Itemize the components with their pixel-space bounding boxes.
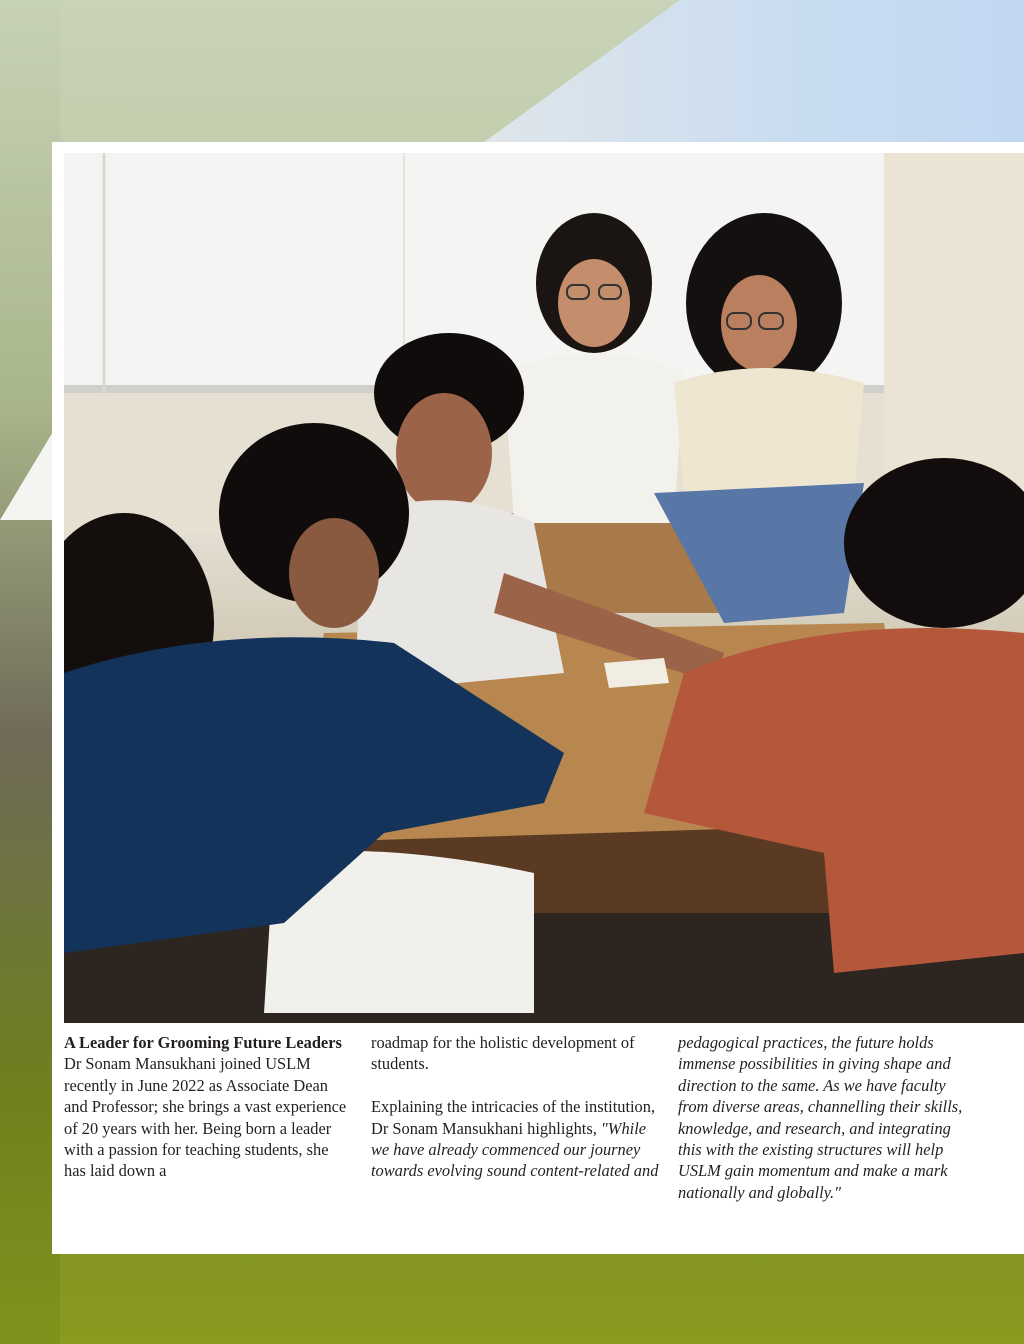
article-quote-start: "While we have already commenced our journey towards evolving sound content-related and <box>371 1118 659 1181</box>
article-paragraph-1: Dr Sonam Mansukhani joined USLM recently in June 2022 as Associate Dean and Professor; she brings a vast experience of 20 years with her. Being born a leader with a passion for teaching students, she has laid down a <box>64 1054 347 1181</box>
article-paragraph-2 <box>371 1096 661 1182</box>
article-paragraph-1-continued: roadmap for the holistic development of students. <box>371 1033 635 1074</box>
article-column-2 <box>371 1032 661 1182</box>
background-sky-shape <box>480 0 1024 145</box>
article-paragraph-2-lead: Explaining the intricacies of the institution, Dr Sonam Mansukhani highlights, <box>371 1097 656 1138</box>
article-quote-end: pedagogical practices, the future holds immense possibilities in giving shape and direction to the same. As we have faculty from diverse areas, channelling their skills, knowledge, and research, and integrating this with the existing structures will help USLM gain momentum and make a mark nationally and globally." <box>678 1033 963 1202</box>
background-left-band <box>0 0 60 1344</box>
article-heading: A Leader for Grooming Future Leaders <box>64 1033 342 1052</box>
article-column-3 <box>678 1032 968 1203</box>
article-column-1 <box>64 1032 354 1182</box>
students-group-discussion-photo <box>64 153 1024 1023</box>
